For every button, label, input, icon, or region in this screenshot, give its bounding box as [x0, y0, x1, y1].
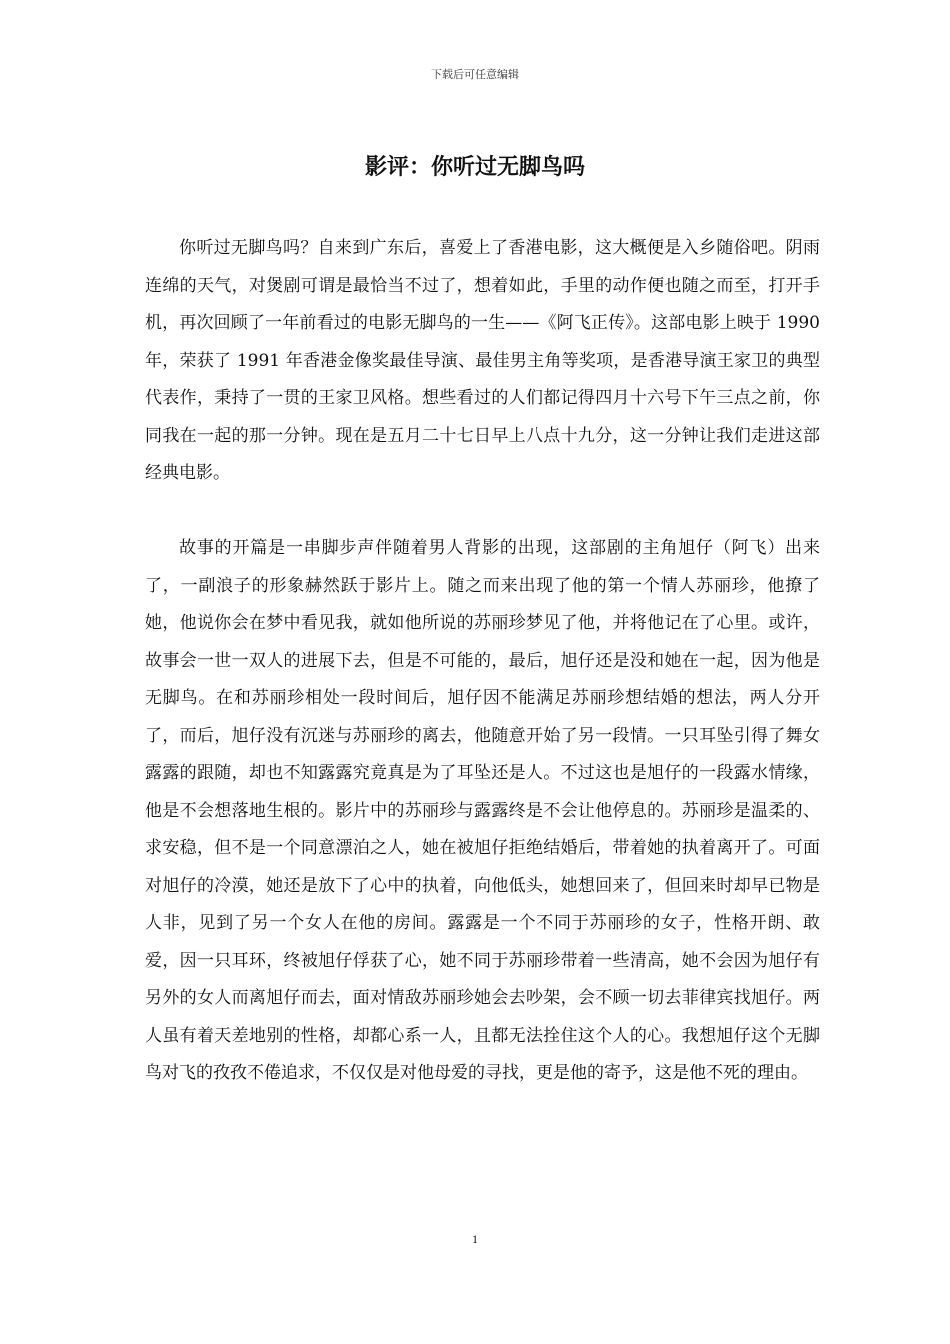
- header-note: 下载后可任意编辑: [431, 68, 519, 81]
- paragraph-intro: 你听过无脚鸟吗？自来到广东后，喜爱上了香港电影，这大概便是入乡随俗吧。阴雨连绵的天气，对煲剧可谓是最恰当不过了，想着如此，手里的动作便也随之而至，打开手机，再次回顾了一年前看过的电影无脚鸟的一生——《阿飞正传》。这部电影上映于 1990 年，荣获了 1991 年香港金像奖最佳导演、最佳男主角等奖项，是香港导演王家卫的典型代表作，秉持了一贯的王家卫风格。想些看过的人们都记得四月十六号下午三点之前，你同我在一起的那一分钟。现在是五月二十七日早上八点十九分，这一分钟让我们走进这部经典电影。: [145, 238, 820, 483]
- paragraph-story: 故事的开篇是一串脚步声伴随着男人背影的出现，这部剧的主角旭仔（阿飞）出来了，一副浪子的形象赫然跃于影片上。随之而来出现了他的第一个情人苏丽珍，他撩了她，他说你会在梦中看见我，就如他所说的苏丽珍梦见了他，并将他记在了心里。或许，故事会一世一双人的进展下去，但是不可能的，最后，旭仔还是没和她在一起，因为他是无脚鸟。在和苏丽珍相处一段时间后，旭仔因不能满足苏丽珍想结婚的想法，两人分开了，而后，旭仔没有沉迷与苏丽珍的离去，他随意开始了另一段情。一只耳坠引得了舞女露露的跟随，却也不知露露究竟真是为了耳坠还是人。不过这也是旭仔的一段露水情缘，他是不会想落地生根的。影片中的苏丽珍与露露终是不会让他停息的。苏丽珍是温柔的、求安稳，但不是一个同意漂泊之人，她在被旭仔拒绝结婚后，带着她的执着离开了。可面对旭仔的冷漠，她还是放下了心中的执着，向他低头，她想回来了，但回来时却早已物是人非，见到了另一个女人在他的房间。露露是一个不同于苏丽珍的女子，性格开朗、敢爱，因一只耳环，终被旭仔俘获了心，她不同于苏丽珍带着一些清高，她不会因为旭仔有另外的女人而离旭仔而去，面对情敌苏丽珍她会去吵架，会不顾一切去菲律宾找旭仔。两人虽有着天差地别的性格，却都心系一人，且都无法拴住这个人的心。我想旭仔这个无脚鸟对飞的孜孜不倦追求，不仅仅是对他母爱的寻找，更是他的寄予，这是他不死的理由。: [145, 538, 820, 1083]
- page-number: 1: [472, 1232, 478, 1246]
- document-title: 影评：你听过无脚鸟吗: [364, 155, 585, 180]
